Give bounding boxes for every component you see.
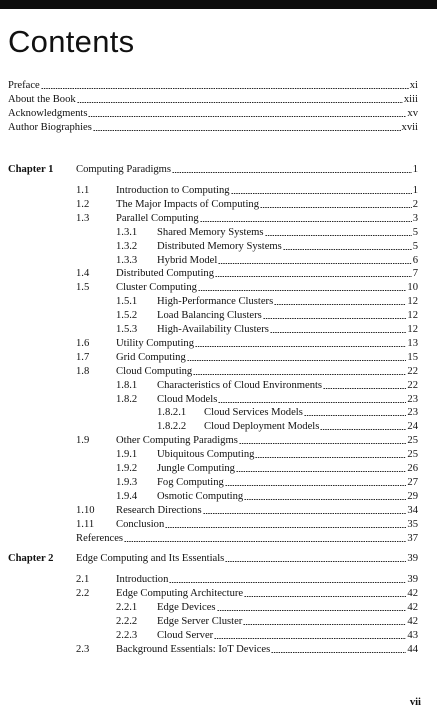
- entry-number: 2.1: [76, 574, 90, 585]
- entry-page: 12: [407, 310, 418, 322]
- entry-page: 7: [412, 268, 418, 280]
- entry-number: 1.5.2: [116, 310, 138, 322]
- section-entry[interactable]: [76, 267, 418, 280]
- entry-page: 22: [407, 379, 418, 391]
- section-entry[interactable]: [76, 337, 418, 350]
- section-entry[interactable]: [76, 351, 418, 364]
- subsection-entry[interactable]: [116, 226, 418, 239]
- subsection-entry[interactable]: [116, 601, 418, 614]
- dot-leader: [323, 388, 406, 389]
- entry-page: 39: [407, 553, 418, 564]
- dot-leader: [244, 596, 406, 597]
- entry-number: 1.1: [76, 185, 90, 196]
- entry-page: xiii: [403, 93, 418, 105]
- entry-title: Cloud Models: [157, 393, 218, 405]
- entry-page: 35: [407, 518, 418, 530]
- entry-title: Distributed Memory Systems: [157, 240, 282, 252]
- entry-title: Acknowledgments: [8, 107, 88, 119]
- dot-leader: [255, 457, 406, 458]
- dot-leader: [263, 318, 407, 319]
- entry-page: 23: [407, 407, 418, 419]
- entry-number: 1.7: [76, 351, 90, 363]
- subsection-entry[interactable]: [116, 240, 418, 253]
- dot-leader: [239, 443, 407, 444]
- entry-number: 2.2.1: [116, 601, 138, 613]
- section-entry[interactable]: [76, 281, 418, 294]
- entry-title: Introduction: [116, 574, 169, 585]
- entry-title: Utility Computing: [116, 337, 194, 349]
- subsection-entry[interactable]: [116, 295, 418, 308]
- page-number: vii: [409, 697, 421, 708]
- entry-page: 39: [407, 574, 418, 585]
- dot-leader: [225, 561, 406, 562]
- dot-leader: [41, 88, 409, 89]
- dot-leader: [217, 610, 407, 611]
- subsection-entry[interactable]: [116, 254, 418, 267]
- entry-number: 2.2.2: [116, 615, 138, 627]
- front-matter-entry[interactable]: [8, 79, 418, 92]
- entry-page: 15: [407, 351, 418, 363]
- entry-number: 1.3.1: [116, 226, 138, 238]
- entry-page: 12: [407, 324, 418, 335]
- entry-title: Load Balancing Clusters: [157, 310, 262, 322]
- entry-title: Other Computing Paradigms: [116, 435, 238, 447]
- entry-title: Preface: [8, 80, 40, 91]
- entry-title: Computing Paradigms: [76, 164, 172, 175]
- section-entry[interactable]: [76, 184, 418, 197]
- entry-number: 1.9.4: [116, 490, 138, 502]
- entry-title: Conclusion: [116, 518, 165, 530]
- entry-title: Characteristics of Cloud Environments: [157, 379, 323, 391]
- entry-title: Edge Computing Architecture: [116, 587, 244, 599]
- entry-page: 42: [407, 601, 418, 613]
- entry-page: 43: [407, 629, 418, 641]
- entry-number: 2.2: [76, 587, 90, 599]
- entry-number: 1.10: [76, 504, 95, 516]
- entry-title: The Major Impacts of Computing: [116, 198, 259, 210]
- entry-page: 3: [412, 212, 418, 224]
- dot-leader: [200, 221, 412, 222]
- entry-page: 1: [412, 164, 418, 175]
- entry-page: 37: [407, 532, 418, 544]
- entry-page: 22: [407, 365, 418, 377]
- dot-leader: [283, 249, 412, 250]
- dot-leader: [124, 541, 406, 542]
- dot-leader: [270, 332, 406, 333]
- entry-number: 1.3: [76, 212, 90, 224]
- entry-title: Osmotic Computing: [157, 490, 244, 502]
- dot-leader: [271, 652, 406, 653]
- dot-leader: [93, 130, 401, 131]
- chapter-entry[interactable]: [76, 163, 418, 176]
- entry-page: 12: [407, 296, 418, 308]
- top-rule: [0, 0, 437, 9]
- entry-title: Ubiquitous Computing: [157, 449, 255, 461]
- entry-title: Cloud Server: [157, 629, 214, 641]
- subsubsection-entry[interactable]: [157, 406, 418, 419]
- entry-number: 1.9.3: [116, 476, 138, 488]
- dot-leader: [193, 374, 406, 375]
- entry-number: 1.8.2: [116, 393, 138, 405]
- front-matter-entry[interactable]: [8, 107, 418, 120]
- dot-leader: [198, 290, 406, 291]
- entry-page: 27: [407, 476, 418, 488]
- entry-page: xv: [407, 107, 418, 119]
- entry-title: Introduction to Computing: [116, 185, 230, 196]
- chapter-entry[interactable]: [76, 552, 418, 565]
- dot-leader: [218, 402, 406, 403]
- references-entry[interactable]: [76, 532, 418, 545]
- dot-leader: [169, 582, 406, 583]
- dot-leader: [77, 102, 403, 103]
- dot-leader: [260, 207, 412, 208]
- subsubsection-entry[interactable]: [157, 420, 418, 433]
- entry-page: xvii: [401, 121, 418, 133]
- dot-leader: [195, 346, 406, 347]
- section-entry[interactable]: [76, 434, 418, 447]
- section-entry[interactable]: [76, 573, 418, 586]
- page-title: Contents: [8, 24, 135, 59]
- entry-title: Edge Server Cluster: [157, 615, 243, 627]
- section-entry[interactable]: [76, 365, 418, 378]
- dot-leader: [265, 235, 412, 236]
- subsection-entry[interactable]: [116, 462, 418, 475]
- entry-title: Parallel Computing: [116, 212, 199, 224]
- dot-leader: [274, 304, 406, 305]
- entry-number: 2.2.3: [116, 629, 138, 641]
- entry-page: 10: [407, 282, 418, 294]
- entry-page: 13: [407, 337, 418, 349]
- entry-title: References: [76, 532, 124, 544]
- subsection-entry[interactable]: [116, 379, 418, 392]
- entry-page: 5: [412, 240, 418, 252]
- entry-number: 1.4: [76, 268, 90, 280]
- entry-title: Hybrid Model: [157, 254, 218, 266]
- entry-page: 6: [412, 254, 418, 266]
- subsection-entry[interactable]: [116, 615, 418, 628]
- entry-number: 1.8: [76, 365, 90, 377]
- front-matter-entry[interactable]: [8, 121, 418, 134]
- entry-number: 1.2: [76, 198, 90, 210]
- entry-number: 1.11: [76, 518, 95, 530]
- entry-page: 34: [407, 504, 418, 516]
- entry-number: 1.8.1: [116, 379, 138, 391]
- entry-title: Research Directions: [116, 504, 202, 516]
- dot-leader: [244, 499, 406, 500]
- entry-number: 1.9.2: [116, 463, 138, 474]
- section-entry[interactable]: [76, 212, 418, 225]
- section-entry[interactable]: [76, 643, 418, 656]
- entry-page: 42: [407, 587, 418, 599]
- dot-leader: [187, 360, 407, 361]
- entry-number: 1.5.1: [116, 296, 138, 308]
- entry-page: 1: [412, 185, 418, 196]
- entry-title: Cluster Computing: [116, 282, 197, 294]
- dot-leader: [236, 471, 406, 472]
- entry-number: 1.6: [76, 337, 90, 349]
- section-entry[interactable]: [76, 518, 418, 531]
- entry-page: 44: [407, 643, 418, 655]
- dot-leader: [231, 193, 412, 194]
- entry-number: 1.9: [76, 435, 90, 447]
- subsection-entry[interactable]: [116, 490, 418, 503]
- chapter-label: Chapter 2: [8, 553, 54, 564]
- subsection-entry[interactable]: [116, 476, 418, 489]
- dot-leader: [88, 116, 406, 117]
- dot-leader: [225, 485, 407, 486]
- entry-page: 23: [407, 393, 418, 405]
- entry-title: Jungle Computing: [157, 463, 235, 474]
- entry-title: Shared Memory Systems: [157, 226, 264, 238]
- entry-number: 1.3.3: [116, 254, 138, 266]
- entry-number: 1.3.2: [116, 240, 138, 252]
- entry-title: Edge Computing and Its Essentials: [76, 553, 225, 564]
- entry-title: High-Availability Clusters: [157, 324, 269, 335]
- dot-leader: [320, 429, 406, 430]
- entry-title: Grid Computing: [116, 351, 186, 363]
- entry-page: 2: [412, 198, 418, 210]
- entry-number: 1.8.2.1: [157, 407, 187, 419]
- section-entry[interactable]: [76, 504, 418, 517]
- dot-leader: [218, 263, 411, 264]
- entry-title: Cloud Services Models: [204, 407, 303, 419]
- subsection-entry[interactable]: [116, 448, 418, 461]
- entry-title: About the Book: [8, 93, 76, 105]
- dot-leader: [165, 527, 406, 528]
- dot-leader: [172, 172, 412, 173]
- entry-number: 1.9.1: [116, 449, 138, 461]
- entry-title: Cloud Computing: [116, 365, 193, 377]
- entry-page: 26: [407, 463, 418, 474]
- entry-number: 1.5.3: [116, 324, 138, 335]
- subsection-entry[interactable]: [116, 309, 418, 322]
- entry-number: 1.8.2.2: [157, 421, 187, 433]
- dot-leader: [243, 624, 406, 625]
- dot-leader: [215, 276, 412, 277]
- dot-leader: [214, 638, 406, 639]
- subsection-entry[interactable]: [116, 629, 418, 642]
- entry-page: 25: [407, 435, 418, 447]
- entry-page: xi: [409, 80, 418, 91]
- entry-page: 25: [407, 449, 418, 461]
- entry-page: 5: [412, 226, 418, 238]
- section-entry[interactable]: [76, 587, 418, 600]
- entry-title: Edge Devices: [157, 601, 216, 613]
- dot-leader: [304, 415, 407, 416]
- chapter-label: Chapter 1: [8, 164, 54, 175]
- entry-page: 24: [407, 421, 418, 433]
- entry-page: 29: [407, 490, 418, 502]
- entry-title: Background Essentials: IoT Devices: [116, 643, 271, 655]
- subsection-entry[interactable]: [116, 393, 418, 406]
- entry-title: Cloud Deployment Models: [204, 421, 320, 433]
- subsection-entry[interactable]: [116, 323, 418, 336]
- entry-title: High-Performance Clusters: [157, 296, 274, 308]
- entry-title: Fog Computing: [157, 476, 224, 488]
- entry-number: 1.5: [76, 282, 90, 294]
- section-entry[interactable]: [76, 198, 418, 211]
- entry-number: 2.3: [76, 643, 90, 655]
- entry-page: 42: [407, 615, 418, 627]
- front-matter-entry[interactable]: [8, 93, 418, 106]
- entry-title: Distributed Computing: [116, 268, 214, 280]
- dot-leader: [203, 513, 407, 514]
- entry-title: Author Biographies: [8, 121, 92, 133]
